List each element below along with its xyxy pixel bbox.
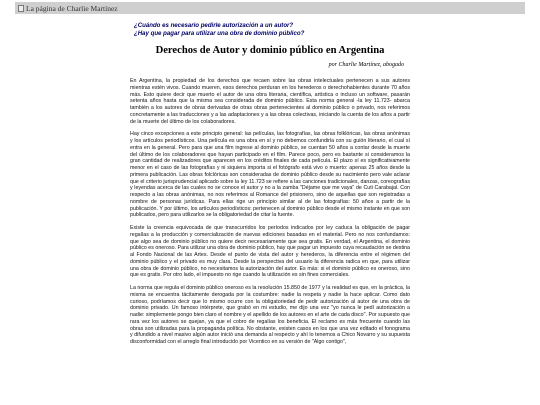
broken-image-icon [18, 5, 24, 12]
article-title: Derechos de Autor y dominio público en Argentina [155, 45, 385, 57]
header-image-placeholder [15, 2, 525, 14]
article-paragraph: Existe la creencia equivocada de que transcurridos los períodos indicados por ley caduca la obligación de pagar regalías a la producción y comercialización de nuevas ediciones basadas en el material. Pero no nos confundamos: que algo sea de dominio público no quiere decir necesariamente que sea gratis. En verdad, el Argentina, el dominio público es oneroso. Para utilizar una obra de dominio público, hay que pagar un impuesto cuya recaudación se destina al Fondo Nacional de las Artes. Desde el punto de vista del autor y herederos, la diferencia entre el régimen del dominio público y el privado es muy clara. Desde la perspectiva del usuario la diferencia radica en que, para utilizar una obra de dominio público, no necesitamos la autorización del autor. Es más: si el dominio público es oneroso, sino que es gratis. Por otro lado, el impuesto no rige cuando la utilización es sin fines comerciales. [130, 225, 410, 279]
lead-questions [134, 22, 410, 37]
article [130, 22, 410, 351]
article-paragraph: En Argentina, la propiedad de los derechos que recaen sobre las obras intelectuales pertenecen a sus autores mientras estén vivos. Cuando mueren, esos derechos perduran en los herederos o derechohabientes durante 70 años más. Esto quiere decir que muerto el autor de una obra literaria, científica, artística o incluso un software, pasarán setenta años hasta que la misma sea considerada de dominio público. Esta norma general -la ley 11.723- abarca también a los autores de obras derivadas de otras obras pertenecientes al dominio público o privado, nos referimos concretamente a las traducciones y a las adaptaciones y a las obras colectivas, iniciando la cuenta de los años a partir de la muerte del último de los colaboradores. [130, 78, 410, 125]
article-byline: por Charlie Martínez, abogado [328, 62, 404, 69]
lead-question: ¿Hay que pagar para utilizar una obra de dominio público? [134, 29, 305, 37]
article-paragraph: La norma que regula el dominio público oneroso es la resolución 15.850 de 1977 y la realidad es que, en la práctica, la misma se encuentra tácitamente derogada por la costumbre: nadie la respeta y nadie la hace aplicar. Como dato curioso, podríamos decir que lo mismo ocurre con la obligatoriedad de pedir autorización al autor de una obra de dominio privado. Un famoso intérprete, que grabó en mi estudio, me dijo una vez "yo nunca le pedí autorización a nadie: simplemente pongo bien claro el nombre y el apellido de los autores en el arte de cada disco". Por supuesto que rara vez los autores se quejan, ya que el cobro de regalías los beneficia. El reclamo es más frecuente cuando las obras son utilizadas para la propaganda política. No obstante, existen casos en los que una vez editado el fonograma y difundido a nivel masivo algún autor inició una demanda al respecto y ahí lo tenemos a Chico Novarro y su supuesta disconformidad con el arreglo final introducido por Vicentico en su versión de "Algo contigo", [130, 285, 410, 346]
lead-question: ¿Cuándo es necesario pedirle autorización a un autor? [134, 22, 294, 29]
header-image-alt-text: La página de Charlie Martínez [26, 3, 118, 13]
article-paragraph: Hay cinco excepciones a este principio general: las películas, las fotografías, las obras folklóricas, las obras anónimas y los artículos periodísticos. Una película es una obra en sí y no debemos confundirla con su guión literario, el cual sí entra en la general. Pero para que una film ingrese al dominio público, se cuentan 50 años a contar desde la muerte del último de los colaboradores que hayan participado en el film. Parece poco, pero es bastante si consideramos la gran cantidad de realizadores que aparecen en los créditos finales de cada película. El plazo sí es significativamente menor en el caso de las fotografías y ni siquiera importa si el fotógrafo está vivo o muerto: apenas 25 años desde la primera publicación. Las obras folclóricas son consideradas de dominio público desde su nacimiento pero vale aclarar que el criterio jurisprudencial aplicado sobre la ley 11.723 se refiere a las canciones tradicionales, danzas, coreografías y leyendas acerca de las cuales no se conoce el autor y no a la zamba "Déjame que me vaya" de Cuti Carabajal. Con respecto a las obras anónimas, no nos referimos al Romance del prisionero, sino de aquellas que son registradas a nombre de personas jurídicas. Para ellas rige un principio similar al de las fotografías: 50 años a partir de la publicación. Y por último, los artículos periodísticos: pertenecen al dominio público desde el mismo instante en que son publicados, pero para utilizarlos se la obligatoriedad de citar la fuente. [130, 131, 410, 219]
